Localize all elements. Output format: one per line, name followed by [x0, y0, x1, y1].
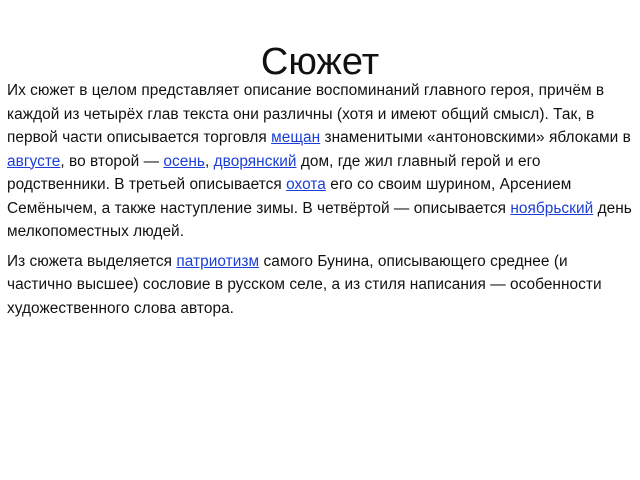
paragraph-patriotism	[7, 250, 633, 321]
paragraph-plot-summary	[7, 79, 633, 244]
slide-title: Сюжет	[260, 41, 380, 83]
link-okhota[interactable]: охота	[286, 176, 326, 193]
text-span: , во второй —	[60, 152, 164, 170]
text-span: ,	[204, 152, 214, 170]
text-span: его со своим шурином, Арсением Семёнычем, а также наступление зимы. В четвёртой — описывается	[7, 176, 572, 217]
link-osen[interactable]: осень	[163, 152, 205, 170]
text-span: знаменитыми «антоновскими» яблоками в	[320, 129, 631, 146]
slide-body	[7, 79, 633, 320]
text-span: день мелкопоместных людей.	[7, 199, 632, 240]
text-span: дом, где жил главный герой и его родственники. В третьей описывается	[7, 152, 541, 193]
text-span: самого Бунина, описывающего среднее (и частично высшее) сословие в русском селе, а из стиля написания — особенности художественного слова автора.	[7, 252, 602, 317]
link-patriotizm[interactable]: патриотизм	[176, 252, 260, 270]
link-meshchane[interactable]: мещан	[271, 129, 321, 146]
text-span: Их сюжет в целом представляет описание воспоминаний главного героя, причём в каждой из четырёх глав текста они различны (хотя и имеют общий смысл). Так, в первой части описывается торговля	[7, 82, 605, 146]
link-dvoryanstvo[interactable]: дворянский	[213, 152, 297, 170]
link-avgust[interactable]: августе	[7, 152, 61, 170]
link-noyabr[interactable]: ноябрьский	[510, 199, 594, 217]
text-span: Из сюжета выделяется	[7, 252, 177, 270]
